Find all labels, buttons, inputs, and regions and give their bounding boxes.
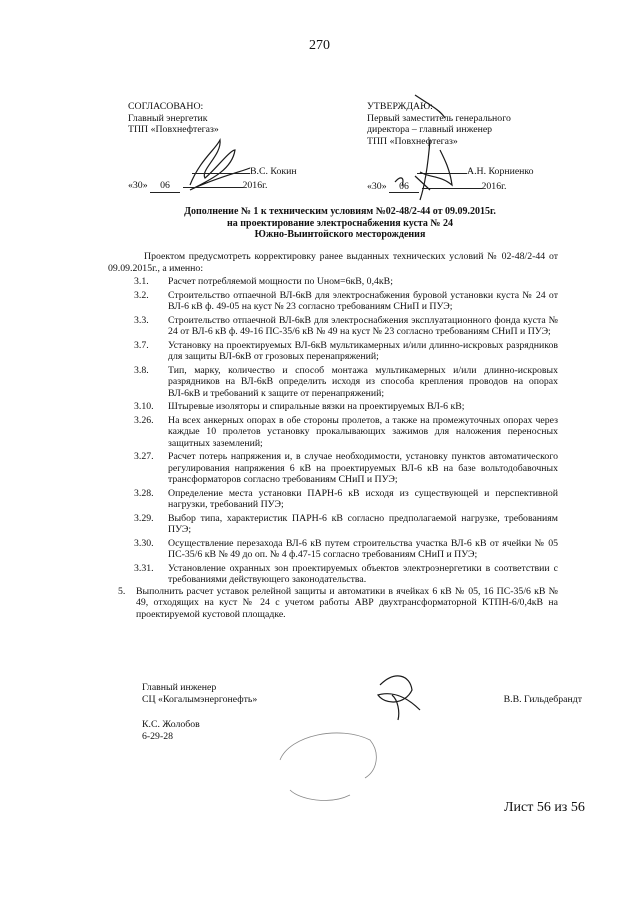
approval-left-title: СОГЛАСОВАНО:	[128, 101, 204, 112]
approval-left-line2: ТПП «Повхнефтегаз»	[128, 124, 219, 135]
item-number: 3.30.	[134, 537, 154, 549]
item-number: 3.2.	[134, 289, 149, 301]
approval-right-name: А.Н. Корниенко	[467, 166, 534, 177]
approval-right-date-day: «30»	[367, 180, 387, 192]
approval-right-title: УТВЕРЖДАЮ:	[367, 101, 433, 112]
approval-left-line1: Главный энергетик	[128, 112, 208, 124]
item-text: Расчет потребляемой мощности по Uном=6кВ, 0,4кВ;	[168, 276, 393, 287]
signature-block	[142, 682, 592, 742]
item-text: Выбор типа, характеристик ПАРН-6 кВ согласно предполагаемой нагрузке, требованиям ПУЭ;	[168, 512, 558, 535]
approval-left	[128, 101, 328, 193]
footer-role2: СЦ «Когалымэнергонефть»	[142, 693, 258, 705]
approval-right-line2: директора – главный инженер	[367, 124, 493, 135]
approval-right-line1: Первый заместитель генерального	[367, 112, 511, 124]
page-number: 270	[309, 38, 330, 53]
item-text: Тип, марку, количество и способ монтажа мультикамерных и/или длинно-искровых разрядников на ВЛ-6кВ определить исходя из способа крепления проводов на опорах ВЛ-6кВ и требований к защите от перенапряжений;	[168, 364, 558, 399]
list-item	[134, 365, 558, 400]
item-text: Осуществление перезахода ВЛ-6 кВ путем строительства участка ВЛ-6 кВ от ячейки № 05 ПС-35/6 кВ № 49 до оп. № 4 ф.47-15 согласно требованиям СНиП и ПУЭ;	[168, 537, 558, 560]
list-item	[134, 415, 558, 450]
item-number: 3.7.	[134, 339, 149, 351]
intro-paragraph: Проектом предусмотреть корректировку ранее выданных технических условий № 02-48/2-44 от 09.09.2015г., а именно:	[108, 251, 558, 274]
approval-left-date-day: «30»	[128, 180, 148, 191]
item-number: 3.28.	[134, 487, 154, 499]
stamp-corner	[280, 733, 376, 800]
document-heading	[130, 206, 550, 241]
item-5-number: 5.	[118, 585, 126, 597]
items-list	[108, 276, 558, 586]
list-item	[134, 315, 558, 338]
heading-line2: на проектирование электроснабжения куста № 24	[227, 217, 453, 229]
approval-right	[367, 101, 567, 193]
item-number: 3.10.	[134, 401, 154, 412]
heading-line3: Южно-Выинтойского месторождения	[254, 229, 426, 240]
approval-right-line3: ТПП «Повхнефтегаз»	[367, 135, 458, 147]
footer-executor: К.С. Жолобов	[142, 719, 200, 730]
list-item	[134, 401, 558, 413]
footer-phone: 6-29-28	[142, 730, 174, 742]
item-number: 3.27.	[134, 451, 154, 462]
item-text: Установление охранных зон проектируемых объектов электроэнергетики в соответствии с требованиями действующего законодательства.	[168, 562, 558, 585]
approval-right-date-month: 06	[389, 181, 419, 194]
item-text: Строительство отпаечной ВЛ-6кВ для электроснабжения буровой установки куста № 24 от ВЛ-6 кВ ф. 49-05 на куст № 23 согласно требованиям СНиП и ПУЭ;	[168, 289, 558, 312]
approval-right-date-year: 2016г.	[481, 180, 507, 192]
list-item	[134, 538, 558, 561]
item-5-text: Выполнить расчет уставок релейной защиты и автоматики в ячейках 6 кВ № 05, 16 ПС-35/6 кВ № 49, отходящих на куст № 24 с учетом работы АВР двухтрансформаторной КТПН-6/0,4кВ на проектируемой кустовой площадке.	[136, 585, 558, 620]
item-text: Штыревые изоляторы и спиральные вязки на проектируемых ВЛ-6 кВ;	[168, 401, 465, 412]
list-item	[134, 290, 558, 313]
item-number: 3.26.	[134, 414, 154, 426]
list-item	[134, 451, 558, 486]
approval-left-date-year: 2016г.	[242, 180, 268, 191]
item-text: Строительство отпаечной ВЛ-6кВ для электроснабжения эксплуатационного фонда куста № 24 от ВЛ-6 кВ ф. 49-16 ПС-35/6 кВ № 49 на куст № 23 согласно требованиям СНиП и ПУЭ;	[168, 314, 558, 337]
document-body	[108, 251, 558, 620]
sheet-number: Лист 56 из 56	[504, 800, 585, 815]
item-number: 3.8.	[134, 364, 149, 376]
item-text: Определение места установки ПАРН-6 кВ исходя из существующей и перспективной нагрузки, требований ПУЭ;	[168, 487, 558, 510]
list-item	[134, 276, 558, 288]
list-item	[134, 513, 558, 536]
item-5	[118, 586, 558, 621]
item-text: Расчет потерь напряжения и, в случае необходимости, установку пунктов автоматического регулирования напряжения 6 кВ на проектируемых ВЛ-6 кВ на базе вольтодобавочных трансформаторов согласно требованиям СНиП и ПУЭ;	[168, 451, 558, 485]
approval-left-date-month: 06	[150, 180, 180, 193]
item-text: Установку на проектируемых ВЛ-6кВ мультикамерных и/или длинно-искровых разрядников для защиты ВЛ-6кВ от грозовых перенапряжений;	[168, 339, 558, 362]
approval-left-name: В.С. Кокин	[250, 165, 297, 177]
list-item	[134, 340, 558, 363]
list-item	[134, 563, 558, 586]
footer-role1: Главный инженер	[142, 682, 217, 693]
heading-line1: Дополнение № 1 к техническим условиям №02-48/2-44 от 09.09.2015г.	[184, 206, 496, 217]
item-number: 3.3.	[134, 314, 149, 326]
item-number: 3.1.	[134, 276, 149, 287]
item-number: 3.31.	[134, 562, 154, 574]
footer-signer: В.В. Гильдебрандт	[503, 693, 582, 705]
item-text: На всех анкерных опорах в обе стороны пролетов, а также на промежуточных опорах через каждые 10 пролетов установку прокалывающих зажимов для наложения переносных защитных заземлений;	[168, 414, 558, 449]
list-item	[134, 488, 558, 511]
item-number: 3.29.	[134, 512, 154, 524]
